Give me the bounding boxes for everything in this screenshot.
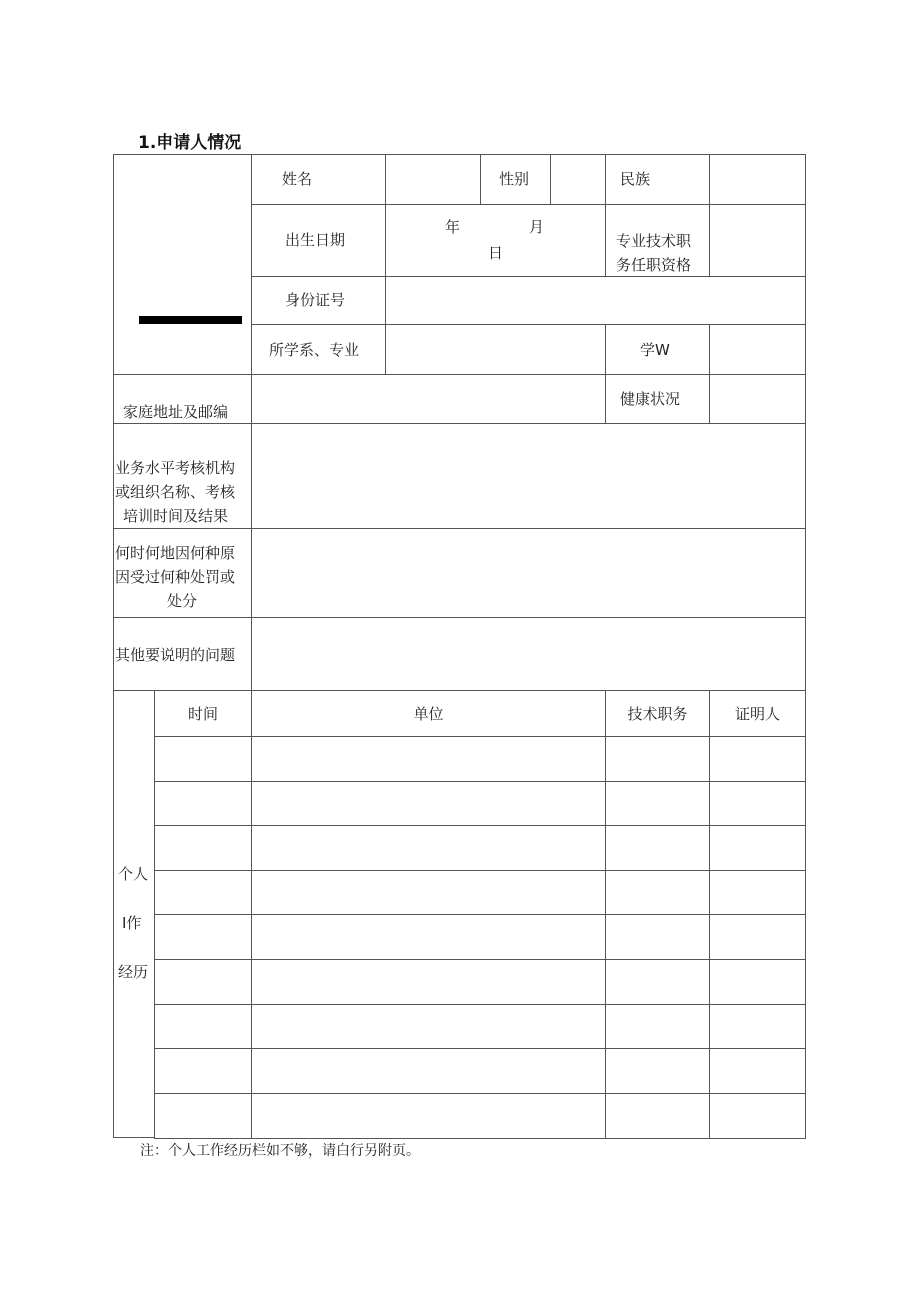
history-cell-tech-title[interactable] <box>605 1004 710 1049</box>
history-cell-tech-title[interactable] <box>605 959 710 1005</box>
discipline-label-line1: 何时何地因何种原 <box>115 544 236 562</box>
month-label: 月 <box>529 218 545 236</box>
section-title: 1.申请人情况 <box>138 133 242 153</box>
ethnicity-label-cell <box>605 154 710 205</box>
history-cell-tech-title[interactable] <box>605 1048 710 1094</box>
dept-label: 所学系、专业 <box>269 341 360 359</box>
assessment-label-cell <box>113 423 252 529</box>
work-history-label-cell <box>113 690 155 1138</box>
degree-label: 学W <box>640 341 670 359</box>
discipline-label-line3: 处分 <box>167 592 198 610</box>
history-cell-tech-title[interactable] <box>605 825 710 871</box>
history-cell-witness[interactable] <box>709 1093 806 1139</box>
assessment-label-line3: 培训时间及结果 <box>123 507 229 525</box>
other-field[interactable] <box>251 617 806 691</box>
ethnicity-field[interactable] <box>709 154 806 205</box>
birth-date-label-cell <box>251 204 386 277</box>
work-history-label-line2: I作 <box>122 914 142 932</box>
id-number-field[interactable] <box>385 276 806 325</box>
birth-date-label: 出生日期 <box>285 231 346 249</box>
health-label-cell <box>605 374 710 424</box>
qualification-label-line1: 专业技术职 <box>616 232 692 250</box>
history-cell-tech-title[interactable] <box>605 736 710 782</box>
id-label-cell <box>251 276 386 325</box>
history-cell-witness[interactable] <box>709 914 806 960</box>
history-cell-time[interactable] <box>154 781 252 826</box>
history-cell-tech-title[interactable] <box>605 914 710 960</box>
gender-label-cell <box>480 154 551 205</box>
id-label: 身份证号 <box>285 291 346 309</box>
degree-label-cell <box>605 324 710 375</box>
work-history-label-line1: 个人 <box>118 865 149 883</box>
history-cell-unit[interactable] <box>251 914 606 960</box>
name-field[interactable] <box>385 154 481 205</box>
assessment-field[interactable] <box>251 423 806 529</box>
history-cell-tech-title[interactable] <box>605 870 710 915</box>
col-header-tech-title: 技术职务 <box>605 690 710 737</box>
col-header-witness: 证明人 <box>709 690 806 737</box>
address-label: 家庭地址及邮编 <box>123 403 229 421</box>
history-cell-witness[interactable] <box>709 825 806 871</box>
history-cell-tech-title[interactable] <box>605 781 710 826</box>
assessment-label-line2: 或组织名称、考核 <box>115 483 236 501</box>
other-label-cell <box>113 617 252 691</box>
history-cell-witness[interactable] <box>709 1048 806 1094</box>
gender-label: 性别 <box>499 170 530 188</box>
discipline-label-cell <box>113 528 252 618</box>
history-cell-unit[interactable] <box>251 1093 606 1139</box>
history-cell-tech-title[interactable] <box>605 1093 710 1139</box>
history-cell-witness[interactable] <box>709 736 806 782</box>
other-label: 其他要说明的问题 <box>115 646 236 664</box>
photo-cell[interactable] <box>113 154 252 375</box>
history-cell-unit[interactable] <box>251 736 606 782</box>
address-label-cell <box>113 374 252 424</box>
history-cell-time[interactable] <box>154 825 252 871</box>
name-label-cell <box>251 154 386 205</box>
col-header-time: 时间 <box>154 690 252 737</box>
applicant-form <box>113 154 806 1138</box>
qualification-label-cell <box>605 204 710 277</box>
qualification-label-line2: 务任职资格 <box>616 256 692 274</box>
discipline-label-line2: 因受过何种处罚或 <box>115 568 236 586</box>
health-label: 健康状况 <box>620 390 681 408</box>
birth-date-field[interactable] <box>385 204 606 277</box>
history-cell-time[interactable] <box>154 1093 252 1139</box>
history-cell-time[interactable] <box>154 914 252 960</box>
history-cell-witness[interactable] <box>709 870 806 915</box>
discipline-field[interactable] <box>251 528 806 618</box>
history-cell-unit[interactable] <box>251 1004 606 1049</box>
ethnicity-label: 民族 <box>620 170 651 188</box>
year-label: 年 <box>445 218 461 236</box>
assessment-label-line1: 业务水平考核机构 <box>115 459 236 477</box>
history-cell-unit[interactable] <box>251 1048 606 1094</box>
qualification-field[interactable] <box>709 204 806 277</box>
history-cell-time[interactable] <box>154 1048 252 1094</box>
history-cell-time[interactable] <box>154 1004 252 1049</box>
address-field[interactable] <box>251 374 606 424</box>
dept-field[interactable] <box>385 324 606 375</box>
health-field[interactable] <box>709 374 806 424</box>
history-cell-unit[interactable] <box>251 870 606 915</box>
photo-placeholder-bar <box>139 316 242 324</box>
name-label: 姓名 <box>282 170 313 188</box>
history-cell-witness[interactable] <box>709 1004 806 1049</box>
degree-field[interactable] <box>709 324 806 375</box>
history-cell-witness[interactable] <box>709 959 806 1005</box>
gender-field[interactable] <box>550 154 606 205</box>
work-history-label-line3: 经历 <box>118 963 149 981</box>
history-cell-unit[interactable] <box>251 825 606 871</box>
col-header-unit: 单位 <box>251 690 606 737</box>
history-cell-time[interactable] <box>154 736 252 782</box>
dept-label-cell <box>251 324 386 375</box>
history-cell-witness[interactable] <box>709 781 806 826</box>
history-cell-time[interactable] <box>154 959 252 1005</box>
history-cell-unit[interactable] <box>251 959 606 1005</box>
day-label: 日 <box>488 244 504 262</box>
history-cell-unit[interactable] <box>251 781 606 826</box>
footnote: 注：个人工作经历栏如不够，请白行另附页。 <box>140 1143 420 1159</box>
history-cell-time[interactable] <box>154 870 252 915</box>
